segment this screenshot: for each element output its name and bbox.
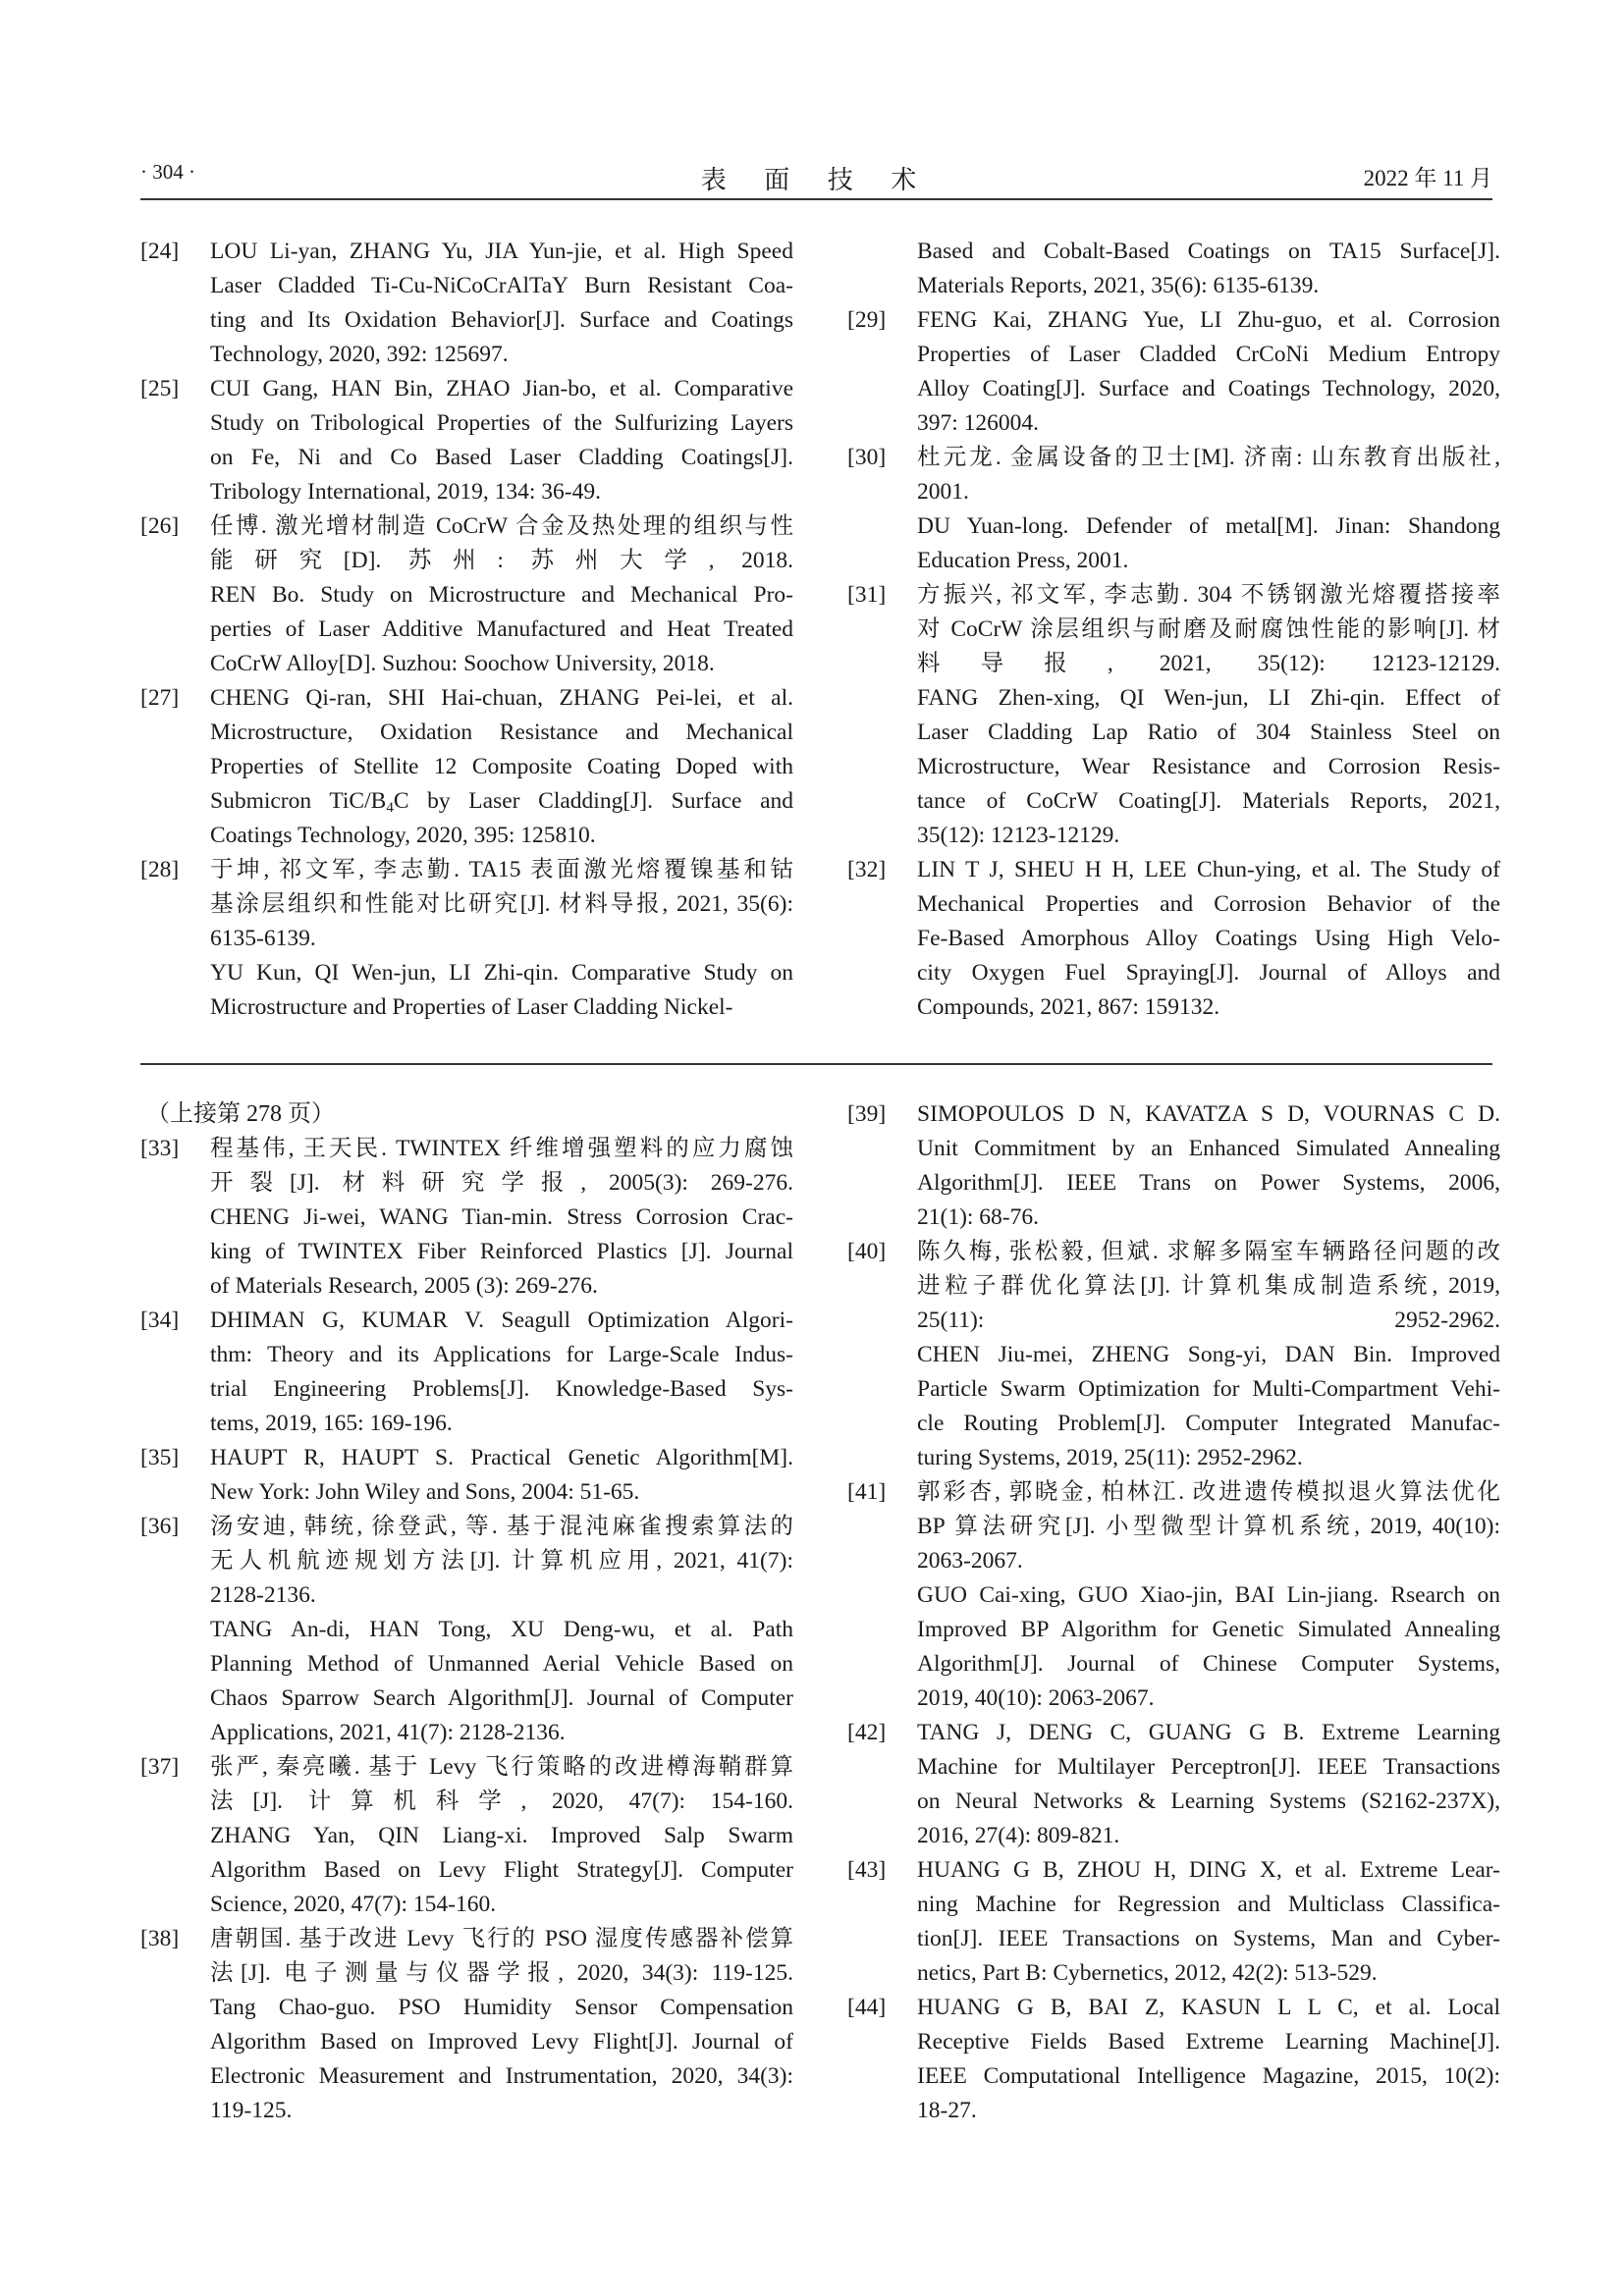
- reference-line: Algorithm[J]. IEEE Trans on Power Systems, 2006,: [917, 1170, 1500, 1196]
- reference-line: Mechanical Properties and Corrosion Behavior of the: [917, 891, 1500, 917]
- reference-line: 25(11): 2952-2962.: [917, 1308, 1500, 1333]
- reference-line: ZHANG Yan, QIN Liang-xi. Improved Salp Swarm: [210, 1823, 793, 1848]
- reference-line: Alloy Coating[J]. Surface and Coatings Technology, 2020,: [917, 376, 1500, 401]
- reference-line: 唐朝国. 基于改进 Levy 飞行的 PSO 湿度传感器补偿算: [210, 1926, 793, 1951]
- reference-line: 料导报, 2021, 35(12): 12123-12129.: [917, 651, 1500, 676]
- reference-line: Science, 2020, 47(7): 154-160.: [210, 1892, 497, 1917]
- reference-line: 能研究[D]. 苏州: 苏州大学, 2018.: [210, 548, 793, 573]
- reference-line: Tang Chao-guo. PSO Humidity Sensor Compensation: [210, 1995, 793, 2020]
- reference-line: Particle Swarm Optimization for Multi-Compartment Vehi-: [917, 1376, 1500, 1402]
- reference-item: [140, 235, 793, 372]
- reference-line: 张严, 秦亮曦. 基于 Levy 飞行策略的改进樽海鞘群算: [210, 1754, 793, 1780]
- subscript: 4: [386, 800, 394, 816]
- reference-item: [140, 1304, 793, 1441]
- reference-line: 397: 126004.: [917, 410, 1040, 436]
- reference-item: [140, 1510, 793, 1750]
- reference-number: [44]: [847, 1995, 887, 2020]
- reference-line: 程基伟, 王天民. TWINTEX 纤维增强塑料的应力腐蚀: [210, 1136, 793, 1161]
- reference-item: [140, 853, 793, 1025]
- reference-line: Microstructure, Wear Resistance and Corrosion Resis-: [917, 754, 1500, 779]
- reference-line: Laser Cladding Lap Ratio of 304 Stainless Steel on: [917, 720, 1500, 745]
- reference-item: [847, 578, 1500, 853]
- reference-item: [140, 1750, 793, 1922]
- reference-line: DHIMAN G, KUMAR V. Seagull Optimization Algori-: [210, 1308, 793, 1333]
- reference-number: [37]: [140, 1754, 180, 1780]
- reference-line: FENG Kai, ZHANG Yue, LI Zhu-guo, et al. Corrosion: [917, 307, 1500, 333]
- issue-date: 2022 年 11 月: [1363, 166, 1492, 190]
- reference-line: CUI Gang, HAN Bin, ZHAO Jian-bo, et al. Comparative: [210, 376, 793, 401]
- reference-line: [210, 784, 793, 819]
- reference-line: Applications, 2021, 41(7): 2128-2136.: [210, 1720, 566, 1745]
- reference-line: Electronic Measurement and Instrumentation, 2020, 34(3):: [210, 2063, 793, 2089]
- reference-line: tion[J]. IEEE Transactions on Systems, Man and Cyber-: [917, 1926, 1500, 1951]
- reference-line: Planning Method of Unmanned Aerial Vehicle Based on: [210, 1651, 793, 1677]
- reference-line: Education Press, 2001.: [917, 548, 1129, 573]
- reference-number: [34]: [140, 1308, 180, 1333]
- reference-item: [140, 509, 793, 681]
- page-header: [140, 160, 1492, 193]
- reference-number: [28]: [140, 857, 180, 882]
- reference-item: [140, 372, 793, 509]
- references-bottom-left: [140, 1097, 793, 2128]
- reference-line: 进粒子群优化算法[J]. 计算机集成制造系统, 2019,: [917, 1273, 1500, 1299]
- reference-line: Compounds, 2021, 867: 159132.: [917, 994, 1220, 1020]
- reference-item: [847, 1475, 1500, 1716]
- reference-line: 119-125.: [210, 2098, 293, 2123]
- reference-line: HUANG G B, BAI Z, KASUN L L C, et al. Local: [917, 1995, 1500, 2020]
- reference-line: netics, Part B: Cybernetics, 2012, 42(2): 513-529.: [917, 1960, 1378, 1986]
- reference-line: Properties of Laser Cladded CrCoNi Medium Entropy: [917, 342, 1500, 367]
- references-top-left: [140, 235, 793, 1025]
- journal-title: 表 面 技 术: [700, 166, 933, 194]
- reference-line: LIN T J, SHEU H H, LEE Chun-ying, et al. The Study of: [917, 857, 1500, 882]
- reference-item: [140, 1132, 793, 1304]
- reference-line: ting and Its Oxidation Behavior[J]. Surface and Coatings: [210, 307, 793, 333]
- reference-line: on Fe, Ni and Co Based Laser Cladding Coatings[J].: [210, 445, 793, 470]
- reference-number: [36]: [140, 1514, 180, 1539]
- reference-line: Properties of Stellite 12 Composite Coating Doped with: [210, 754, 793, 779]
- reference-item: [847, 303, 1500, 441]
- reference-number: [31]: [847, 582, 887, 608]
- reference-line: Microstructure, Oxidation Resistance and Mechanical: [210, 720, 793, 745]
- reference-line: 2016, 27(4): 809-821.: [917, 1823, 1120, 1848]
- reference-line: BP 算法研究[J]. 小型微型计算机系统, 2019, 40(10):: [917, 1514, 1500, 1539]
- reference-line: Microstructure and Properties of Laser Cladding Nickel-: [210, 994, 733, 1020]
- reference-line: Laser Cladded Ti-Cu-NiCoCrAlTaY Burn Resistant Coa-: [210, 273, 793, 298]
- reference-line: CHEN Jiu-mei, ZHENG Song-yi, DAN Bin. Improved: [917, 1342, 1500, 1367]
- reference-line: ning Machine for Regression and Multiclass Classifica-: [917, 1892, 1500, 1917]
- reference-line: SIMOPOULOS D N, KAVATZA S D, VOURNAS C D.: [917, 1101, 1500, 1127]
- reference-line: 方振兴, 祁文军, 李志勤. 304 不锈钢激光熔覆搭接率: [917, 582, 1500, 608]
- reference-line: Tribology International, 2019, 134: 36-49.: [210, 479, 601, 505]
- reference-line: Algorithm Based on Levy Flight Strategy[J]. Computer: [210, 1857, 793, 1883]
- reference-line: 于坤, 祁文军, 李志勤. TA15 表面激光熔覆镍基和钴: [210, 857, 793, 882]
- reference-line: tance of CoCrW Coating[J]. Materials Reports, 2021,: [917, 788, 1500, 814]
- reference-number: [40]: [847, 1239, 887, 1264]
- reference-line: Study on Tribological Properties of the Sulfurizing Layers: [210, 410, 793, 436]
- reference-number: [24]: [140, 239, 180, 264]
- reference-number: [41]: [847, 1479, 887, 1505]
- reference-line: 2019, 40(10): 2063-2067.: [917, 1685, 1155, 1711]
- reference-line: 开裂[J]. 材料研究学报, 2005(3): 269-276.: [210, 1170, 793, 1196]
- reference-item: [140, 1922, 793, 2128]
- reference-line: IEEE Computational Intelligence Magazine, 2015, 10(2):: [917, 2063, 1500, 2089]
- reference-line: Receptive Fields Based Extreme Learning Machine[J].: [917, 2029, 1500, 2055]
- reference-number: [27]: [140, 685, 180, 711]
- reference-line: YU Kun, QI Wen-jun, LI Zhi-qin. Comparative Study on: [210, 960, 793, 986]
- reference-line: Fe-Based Amorphous Alloy Coatings Using High Velo-: [917, 926, 1500, 951]
- reference-line: 陈久梅, 张松毅, 但斌. 求解多隔室车辆路径问题的改: [917, 1239, 1500, 1264]
- reference-line: 任博. 激光增材制造 CoCrW 合金及热处理的组织与性: [210, 513, 793, 539]
- reference-line: CHENG Ji-wei, WANG Tian-min. Stress Corrosion Crac-: [210, 1204, 793, 1230]
- reference-number: [35]: [140, 1445, 180, 1470]
- continued-note: （上接第 278 页）: [146, 1101, 335, 1127]
- reference-line: 18-27.: [917, 2098, 977, 2123]
- reference-line: 2063-2067.: [917, 1548, 1023, 1574]
- reference-item: [847, 1991, 1500, 2128]
- reference-number: [30]: [847, 445, 887, 470]
- reference-line: 杜元龙. 金属设备的卫士[M]. 济南: 山东教育出版社,: [917, 445, 1500, 470]
- reference-line: Technology, 2020, 392: 125697.: [210, 342, 509, 367]
- reference-line: cle Routing Problem[J]. Computer Integrated Manufac-: [917, 1411, 1500, 1436]
- header-rule: [140, 198, 1492, 200]
- reference-line: Based and Cobalt-Based Coatings on TA15 Surface[J].: [917, 239, 1500, 264]
- reference-line: HUANG G B, ZHOU H, DING X, et al. Extreme Lear-: [917, 1857, 1500, 1883]
- reference-line: city Oxygen Fuel Spraying[J]. Journal of Alloys and: [917, 960, 1500, 986]
- reference-item: [847, 1853, 1500, 1991]
- reference-line: CHENG Qi-ran, SHI Hai-chuan, ZHANG Pei-lei, et al.: [210, 685, 793, 711]
- reference-line: on Neural Networks & Learning Systems (S2162-237X),: [917, 1789, 1500, 1814]
- reference-number: [43]: [847, 1857, 887, 1883]
- reference-line: Machine for Multilayer Perceptron[J]. IEEE Transactions: [917, 1754, 1500, 1780]
- reference-line: Chaos Sparrow Search Algorithm[J]. Journal of Computer: [210, 1685, 793, 1711]
- reference-line: 2001.: [917, 479, 969, 505]
- reference-number: [29]: [847, 307, 887, 333]
- reference-line: GUO Cai-xing, GUO Xiao-jin, BAI Lin-jiang. Rsearch on: [917, 1582, 1500, 1608]
- reference-line: DU Yuan-long. Defender of metal[M]. Jinan: Shandong: [917, 513, 1500, 539]
- reference-number: [42]: [847, 1720, 887, 1745]
- reference-line: trial Engineering Problems[J]. Knowledge-Based Sys-: [210, 1376, 793, 1402]
- references-top-right: [847, 235, 1500, 1025]
- reference-line: Algorithm[J]. Journal of Chinese Computer Systems,: [917, 1651, 1500, 1677]
- reference-item: [140, 681, 793, 853]
- reference-item: [847, 1097, 1500, 1235]
- reference-number: [25]: [140, 376, 180, 401]
- reference-line: 法[J]. 计算机科学, 2020, 47(7): 154-160.: [210, 1789, 793, 1814]
- page-number: · 304 ·: [140, 160, 195, 184]
- reference-number: [39]: [847, 1101, 887, 1127]
- reference-line: FANG Zhen-xing, QI Wen-jun, LI Zhi-qin. Effect of: [917, 685, 1500, 711]
- section-divider: [140, 1063, 1492, 1065]
- reference-item: [847, 853, 1500, 1025]
- reference-text: C by Laser Cladding[J]. Surface and: [393, 788, 793, 814]
- reference-line: REN Bo. Study on Microstructure and Mechanical Pro-: [210, 582, 793, 608]
- reference-item: [847, 235, 1500, 303]
- reference-item: [847, 1716, 1500, 1853]
- reference-line: Coatings Technology, 2020, 395: 125810.: [210, 823, 596, 848]
- reference-line: turing Systems, 2019, 25(11): 2952-2962.: [917, 1445, 1303, 1470]
- reference-line: LOU Li-yan, ZHANG Yu, JIA Yun-jie, et al. High Speed: [210, 239, 793, 264]
- reference-number: [33]: [140, 1136, 180, 1161]
- reference-item: [140, 1441, 793, 1510]
- reference-line: HAUPT R, HAUPT S. Practical Genetic Algorithm[M].: [210, 1445, 793, 1470]
- reference-line: Algorithm Based on Improved Levy Flight[J]. Journal of: [210, 2029, 793, 2055]
- reference-line: king of TWINTEX Fiber Reinforced Plastics [J]. Journal: [210, 1239, 793, 1264]
- reference-line: of Materials Research, 2005 (3): 269-276.: [210, 1273, 598, 1299]
- reference-item: [847, 441, 1500, 578]
- reference-line: Materials Reports, 2021, 35(6): 6135-6139.: [917, 273, 1320, 298]
- reference-line: 2128-2136.: [210, 1582, 316, 1608]
- reference-line: 基涂层组织和性能对比研究[J]. 材料导报, 2021, 35(6):: [210, 891, 793, 917]
- reference-line: thm: Theory and its Applications for Large-Scale Indus-: [210, 1342, 793, 1367]
- reference-line: New York: John Wiley and Sons, 2004: 51-65.: [210, 1479, 640, 1505]
- reference-line: perties of Laser Additive Manufactured and Heat Treated: [210, 616, 793, 642]
- reference-line: TANG J, DENG C, GUANG G B. Extreme Learning: [917, 1720, 1500, 1745]
- reference-line: Unit Commitment by an Enhanced Simulated Annealing: [917, 1136, 1500, 1161]
- reference-line: 6135-6139.: [210, 926, 316, 951]
- reference-number: [38]: [140, 1926, 180, 1951]
- reference-line: TANG An-di, HAN Tong, XU Deng-wu, et al. Path: [210, 1617, 793, 1642]
- reference-number: [32]: [847, 857, 887, 882]
- reference-line: CoCrW Alloy[D]. Suzhou: Soochow University, 2018.: [210, 651, 715, 676]
- reference-line: Improved BP Algorithm for Genetic Simulated Annealing: [917, 1617, 1500, 1642]
- reference-line: 郭彩杏, 郭晓金, 柏林江. 改进遗传模拟退火算法优化: [917, 1479, 1500, 1505]
- reference-line: 汤安迪, 韩统, 徐登武, 等. 基于混沌麻雀搜索算法的: [210, 1514, 793, 1539]
- reference-line: 21(1): 68-76.: [917, 1204, 1040, 1230]
- references-bottom-right: [847, 1097, 1500, 2128]
- reference-number: [26]: [140, 513, 180, 539]
- reference-item: [847, 1235, 1500, 1475]
- reference-text: Submicron TiC/B: [210, 788, 387, 814]
- reference-line: 法[J]. 电子测量与仪器学报, 2020, 34(3): 119-125.: [210, 1960, 793, 1986]
- reference-line: tems, 2019, 165: 169-196.: [210, 1411, 453, 1436]
- reference-line: 无人机航迹规划方法[J]. 计算机应用, 2021, 41(7):: [210, 1548, 793, 1574]
- reference-line: 对 CoCrW 涂层组织与耐磨及耐腐蚀性能的影响[J]. 材: [917, 616, 1500, 642]
- reference-line: 35(12): 12123-12129.: [917, 823, 1120, 848]
